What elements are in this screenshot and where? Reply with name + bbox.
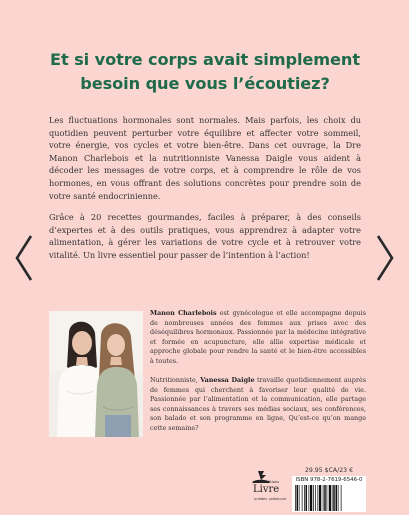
headline-line-2: besoin que vous l’écoutiez?: [80, 74, 330, 93]
intro-paragraph-1: Les fluctuations hormonales sont normales. Mais parfois, les choix du quotidien peuvent perturber votre équilibre et affecter votre sommeil, votre énergie, vos cycles et votre bien-être. Dans cet ouvrage, la Dre Manon Charlebois et la nutritionniste Vanessa Daigle vous aident à décoder les messages de votre corps, et à comprendre le rôle de vos hormones, en vous offrant des solutions concrètes pour prendre soin de votre santé endocrinienne.: [49, 115, 361, 201]
next-page-button[interactable]: [375, 234, 395, 282]
isbn: ISBN 978-2-7619-6546-0: [295, 477, 363, 483]
previous-page-button[interactable]: [14, 234, 34, 282]
intro-paragraph-2: Grâce à 20 recettes gourmandes, faciles à préparer, à des conseils d’expertes et à des outils pratiques, vous apprendrez à adapter votre alimentation, à gérer les variations de votre cycle et à retrouver votre vitalité. Un livre essentiel pour passer de l’intention à l’action!: [49, 212, 361, 260]
author-name-manon: Manon Charlebois: [150, 309, 217, 317]
price: 29.95 $CA/23 €: [304, 467, 354, 474]
author-bio-manon-text: est gynécologue et elle accompagne depuis de nombreuses années des femmes aux prises avec des déséquilibres hormonaux. Passionnée par la médecine intégrative et formée en acupuncture, elle allie expertise médicale et approche globale pour rendre la santé et le bien-être accessibles à toutes.: [150, 309, 366, 365]
headline: [30, 48, 380, 96]
chevron-right-icon: [375, 234, 395, 282]
chevron-left-icon: [14, 234, 34, 282]
author-name-vanessa: Vanessa Daigle: [200, 376, 255, 384]
authors-photo: [49, 311, 143, 437]
headline-line-1: Et si votre corps avait simplement: [49, 50, 360, 69]
author-bio-vanessa-text: travaille quotidiennement auprès de femmes qui cherchent à favoriser leur qualité de vie. Passionnée par l’alimentation et la communication, elle partage ses connaissances à travers ses médias sociaux, ses conférences, son balado et son programme en ligne, Qu’est-ce qu’on mange cette semaine?: [150, 376, 367, 432]
publisher-label-top: Les Éditions: [258, 480, 279, 484]
barcode-bars: [295, 485, 363, 511]
author-bio-vanessa: [150, 376, 366, 434]
publisher-label-bottom: QUÉBEC AMÉRIQUE: [254, 497, 287, 501]
author-bio-vanessa-prefix: Nutritionniste,: [150, 376, 201, 384]
author-bio-manon: [150, 309, 366, 367]
barcode: [292, 476, 366, 512]
publisher-name: Livre: [253, 484, 280, 495]
